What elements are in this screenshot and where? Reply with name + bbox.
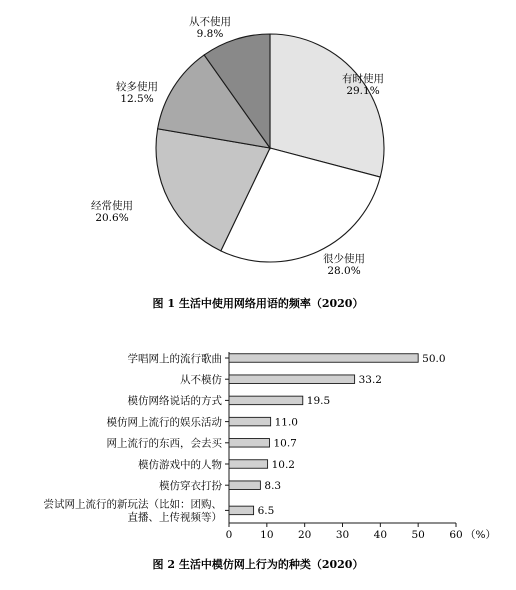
pie-slice-label: 很少使用 (323, 253, 365, 265)
x-tick-label: 60 (449, 529, 463, 541)
pie-slice-value-label: 28.0% (327, 265, 361, 277)
pie-slice-value-label: 12.5% (120, 93, 154, 105)
bar (229, 417, 271, 426)
pie-slice-label: 较多使用 (116, 81, 158, 93)
bar-value-label: 6.5 (257, 505, 275, 518)
figure1-caption: 图 1 生活中使用网络用语的频率（2020） (152, 297, 364, 310)
x-tick-label: 50 (411, 529, 425, 541)
bar (229, 396, 303, 405)
category-label: 学唱网上的流行歌曲 (127, 352, 222, 365)
bar-value-label: 8.3 (264, 480, 282, 492)
bar (229, 481, 260, 490)
x-tick-label: 30 (335, 529, 350, 541)
bar-value-label: 10.2 (271, 458, 295, 471)
category-label: 模仿网络说话的方式 (127, 395, 222, 408)
category-label: 模仿游戏中的人物 (138, 458, 222, 471)
category-label (44, 498, 223, 524)
category-label: 从不模仿 (180, 374, 222, 386)
pie-slice-value-label: 20.6% (95, 212, 129, 224)
pie-slice-label: 有时使用 (342, 73, 384, 85)
pie-chart (91, 15, 384, 277)
bar-value-label: 19.5 (306, 395, 331, 408)
x-tick-label: 40 (373, 529, 388, 541)
bar (229, 439, 269, 448)
bar (229, 460, 268, 469)
x-tick-label: 20 (297, 529, 312, 541)
pie-slice-value-label: 9.8% (196, 28, 224, 40)
category-label: 模仿网上流行的娱乐活动 (106, 416, 222, 429)
category-label-line: 直播、上传视频等） (127, 511, 222, 524)
bar-value-label: 10.7 (273, 437, 297, 450)
category-label: 模仿穿衣打扮 (159, 480, 222, 492)
x-tick-label: 0 (225, 529, 233, 541)
category-label-line: 尝试网上流行的新玩法（比如：团购、 (43, 498, 222, 511)
bar-value-label: 11.0 (274, 416, 299, 429)
bar (229, 375, 355, 384)
bar-value-label: 50.0 (422, 352, 446, 365)
pie-slice-value-label: 29.1% (346, 85, 380, 97)
bar-value-label: 33.2 (358, 374, 382, 386)
pie-slice-label: 经常使用 (91, 200, 133, 212)
pie-slice-label: 从不使用 (189, 16, 231, 28)
category-label: 网上流行的东西，会去买 (106, 437, 222, 450)
bar (229, 354, 418, 363)
x-axis-unit: （%） (465, 529, 496, 541)
bar-chart (44, 352, 496, 541)
x-tick-label: 10 (260, 529, 274, 541)
figure2-caption: 图 2 生活中模仿网上行为的种类（2020） (152, 558, 364, 571)
bar (229, 506, 254, 515)
